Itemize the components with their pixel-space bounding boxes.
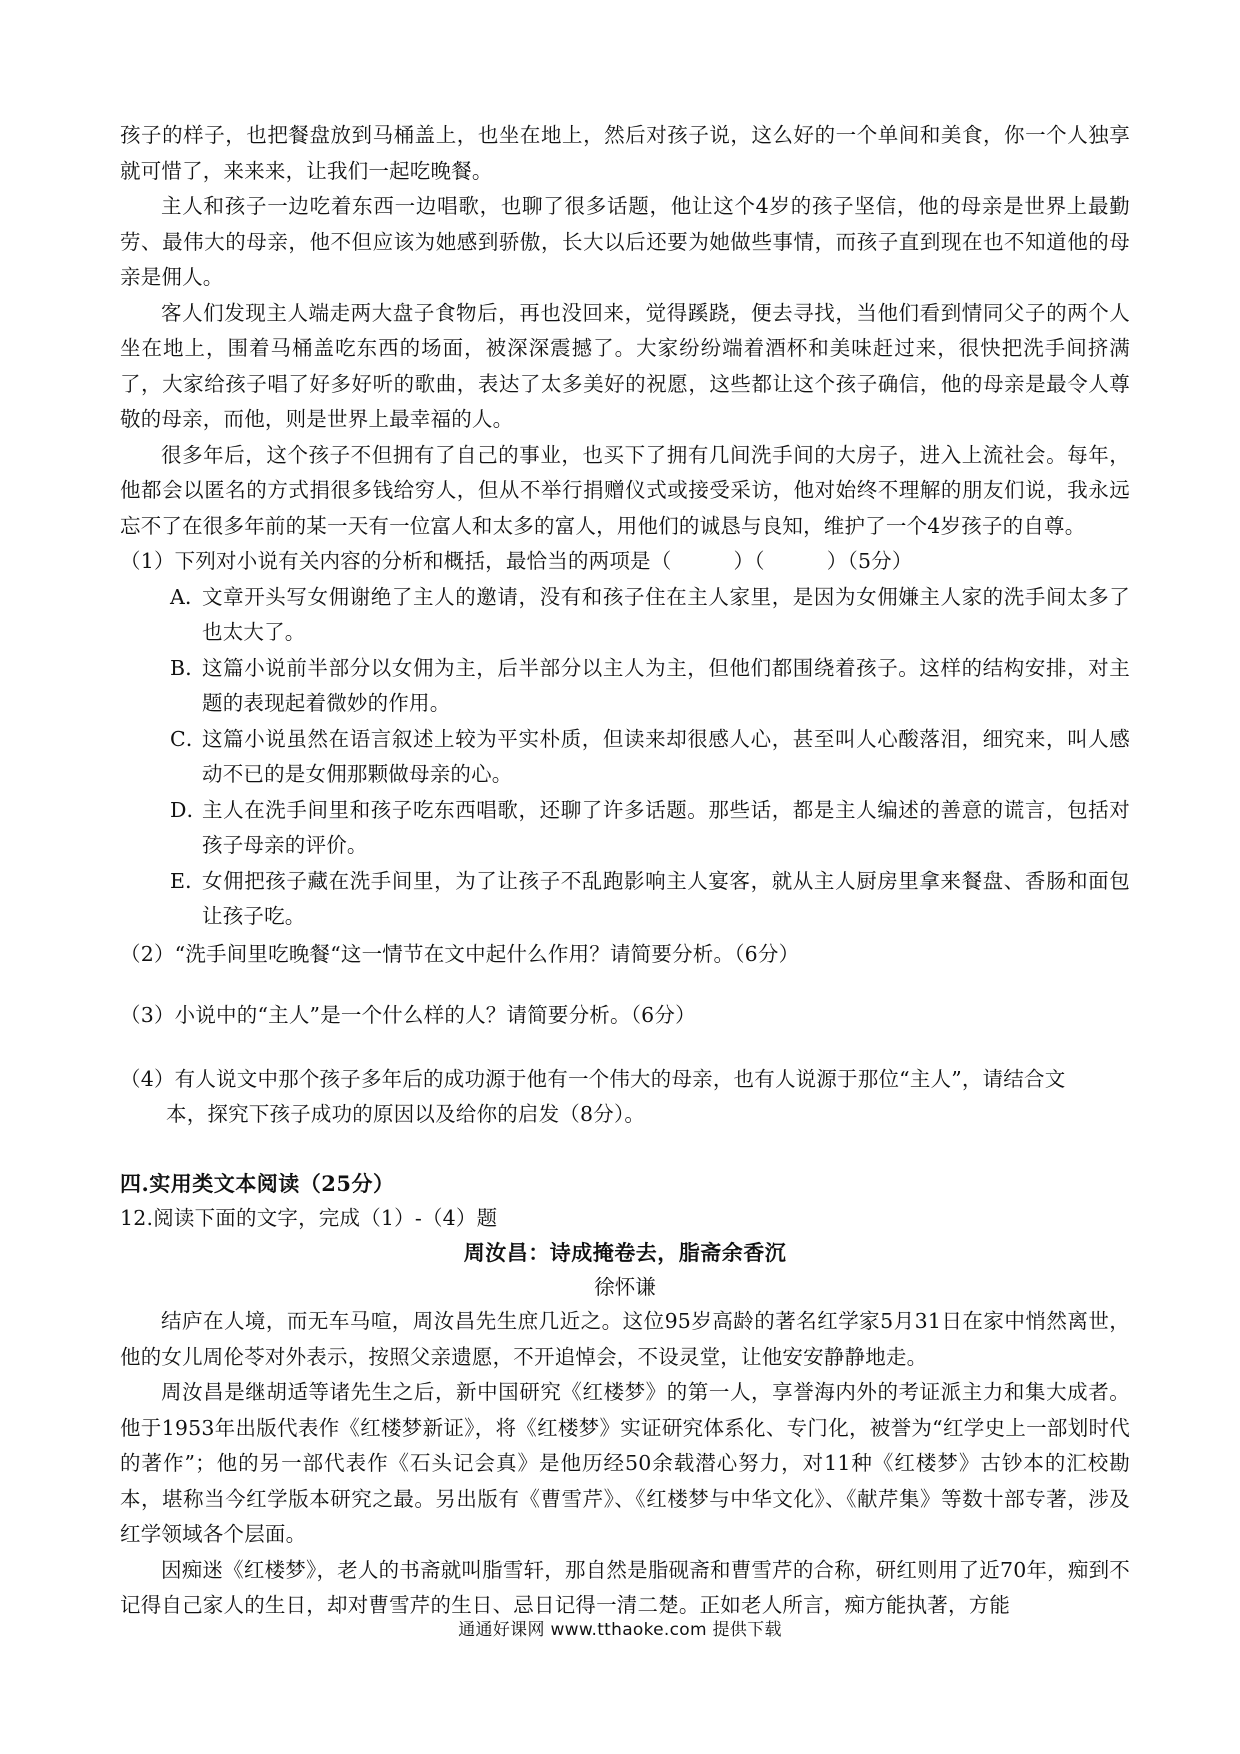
option-letter: E． [170, 868, 206, 893]
option-d [170, 793, 1130, 864]
page-footer: 通通好课网 www.tthaoke.com 提供下载 [458, 1620, 782, 1640]
option-letter: B． [170, 655, 206, 680]
option-letter: A． [170, 584, 206, 609]
option-letter: D． [170, 797, 208, 822]
option-text: 女佣把孩子藏在洗手间里，为了让孩子不乱跑影响主人宴客，就从主人厨房里拿来餐盘、香肠和面包让孩子吃。 [202, 868, 1130, 928]
question-1-options [170, 580, 1130, 935]
option-text: 文章开头写女佣谢绝了主人的邀请，没有和孩子住在主人家里，是因为女佣嫌主人家的洗手间太多了也太大了。 [202, 584, 1130, 644]
option-letter: C． [170, 726, 207, 751]
section-title: 四.实用类文本阅读（25分） [120, 1170, 395, 1196]
story-paragraph: 主人和孩子一边吃着东西一边唱歌，也聊了很多话题，他让这个4岁的孩子坚信，他的母亲是世界上最勤劳、最伟大的母亲，他不但应该为她感到骄傲，长大以后还要为她做些事情，而孩子直到现在也不知道他的母亲是佣人。 [120, 194, 1130, 289]
document-page [120, 118, 1130, 1624]
question-4 [120, 1062, 1130, 1133]
question-4-line-1: （4）有人说文中那个孩子多年后的成功源于他有一个伟大的母亲，也有人说源于那位“主人”，请结合文 [120, 1066, 1066, 1091]
story-paragraph: 客人们发现主人端走两大盘子食物后，再也没回来，觉得蹊跷，便去寻找，当他们看到情同父子的两个人坐在地上，围着马桶盖吃东西的场面，被深深震撼了。大家纷纷端着酒杯和美味赶过来，很快把洗手间挤满了，大家给孩子唱了好多好听的歌曲，表达了太多美好的祝愿，这些都让这个孩子确信，他的母亲是最令人尊敬的母亲，而他，则是世界上最幸福的人。 [120, 300, 1130, 431]
story-paragraph-continued: 孩子的样子，也把餐盘放到马桶盖上，也坐在地上，然后对孩子说，这么好的一个单间和美食，你一个人独享就可惜了，来来来，让我们一起吃晚餐。 [120, 123, 1130, 183]
question-1-stem: （1）下列对小说有关内容的分析和概括，最恰当的两项是（ ）（ ）（5分） [120, 549, 913, 573]
article-paragraph: 因痴迷《红楼梦》，老人的书斋就叫脂雪轩，那自然是脂砚斋和曹雪芹的合称，研红则用了近70年，痴到不记得自己家人的生日，却对曹雪芹的生日、忌日记得一清二楚。正如老人所言，痴方能执著，方能 [120, 1557, 1130, 1617]
question-3: （3）小说中的“主人”是一个什么样的人？请简要分析。（6分） [120, 1003, 696, 1027]
option-text: 主人在洗手间里和孩子吃东西唱歌，还聊了许多话题。那些话，都是主人编述的善意的谎言，包括对孩子母亲的评价。 [202, 797, 1130, 857]
section-instruction: 12.阅读下面的文字，完成（1）-（4）题 [120, 1205, 498, 1230]
question-2: （2）“洗手间里吃晚餐“这一情节在文中起什么作用？请简要分析。（6分） [120, 941, 800, 966]
option-c [170, 722, 1130, 793]
option-text: 这篇小说前半部分以女佣为主，后半部分以主人为主，但他们都围绕着孩子。这样的结构安排，对主题的表现起着微妙的作用。 [202, 655, 1130, 715]
article-title: 周汝昌：诗成掩卷去，脂斋余香沉 [463, 1240, 787, 1265]
question-4-line-2: 本，探究下孩子成功的原因以及给你的启发（8分）。 [166, 1102, 646, 1126]
article-paragraph: 结庐在人境，而无车马喧，周汝昌先生庶几近之。这位95岁高龄的著名红学家5月31日在家中悄然离世，他的女儿周伦苓对外表示，按照父亲遗愿，不开追悼会，不设灵堂，让他安安静静地走。 [120, 1309, 1130, 1369]
option-text: 这篇小说虽然在语言叙述上较为平实朴质，但读来却很感人心，甚至叫人心酸落泪，细究来，叫人感动不已的是女佣那颗做母亲的心。 [202, 726, 1130, 786]
article-author: 徐怀谦 [594, 1275, 656, 1299]
story-paragraph: 很多年后，这个孩子不但拥有了自己的事业，也买下了拥有几间洗手间的大房子，进入上流社会。每年，他都会以匿名的方式捐很多钱给穷人，但从不举行捐赠仪式或接受采访，他对始终不理解的朋友们说，我永远忘不了在很多年前的某一天有一位富人和太多的富人，用他们的诚恳与良知，维护了一个4岁孩子的自尊。 [120, 442, 1130, 538]
option-e [170, 864, 1130, 935]
option-b [170, 651, 1130, 722]
option-a [170, 580, 1130, 651]
article-paragraph: 周汝昌是继胡适等诸先生之后，新中国研究《红楼梦》的第一人，享誉海内外的考证派主力和集大成者。他于1953年出版代表作《红楼梦新证》，将《红楼梦》实证研究体系化、专门化，被誉为“红学史上一部划时代的著作”；他的另一部代表作《石头记会真》是他历经50余载潜心努力，对11种《红楼梦》古钞本的汇校勘本，堪称当今红学版本研究之最。另出版有《曹雪芹》、《红楼梦与中华文化》、《献芹集》等数十部专著，涉及红学领域各个层面。 [120, 1380, 1130, 1546]
